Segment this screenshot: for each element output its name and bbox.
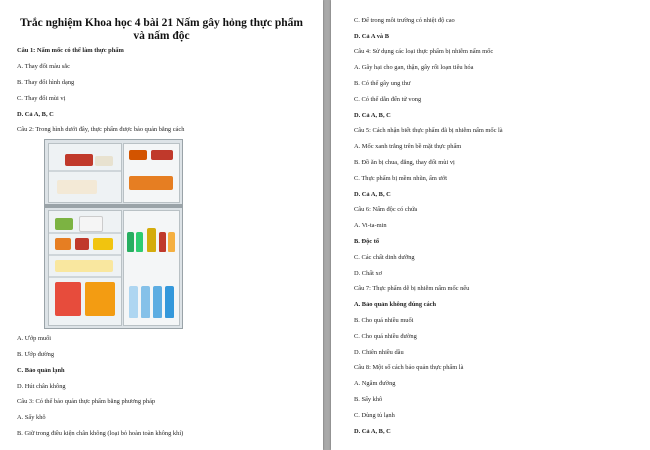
q6-option-d: D. Chất xơ <box>354 270 383 277</box>
q6-option-c: C. Các chất dinh dưỡng <box>354 254 415 261</box>
q8-option-c: C. Dùng tủ lạnh <box>354 412 395 419</box>
q1-option-d: D. Cả A, B, C <box>17 111 54 118</box>
question-5: Câu 5: Cách nhận biết thực phẩm đã bị nhiễm nấm mốc là <box>354 127 503 134</box>
q2-option-c: C. Bảo quản lạnh <box>17 367 65 374</box>
q2-option-a: A. Ướp muối <box>17 335 52 342</box>
q7-option-c: C. Cho quá nhiều đường <box>354 333 417 340</box>
q7-option-d: D. Chiên nhiều dầu <box>354 349 404 356</box>
q5-option-d: D. Cả A, B, C <box>354 191 391 198</box>
q5-option-b: B. Đồ ăn bị chua, đắng, thay đổi mùi vị <box>354 159 455 166</box>
q6-option-b: B. Độc tố <box>354 238 380 245</box>
q8-option-b: B. Sấy khô <box>354 396 383 403</box>
q2-option-d: D. Hút chân không <box>17 383 66 390</box>
question-1: Câu 1: Nấm mốc có thể làm thực phẩm <box>17 47 124 54</box>
document-title-line2: và nấm độc <box>133 30 190 42</box>
question-6: Câu 6: Nấm độc có chứa <box>354 206 418 213</box>
q4-option-c: C. Có thể dẫn đến tử vong <box>354 96 422 103</box>
question-2: Câu 2: Trong hình dưới đây, thực phẩm được bảo quản bằng cách <box>17 126 185 133</box>
q7-option-b: B. Cho quá nhiều muối <box>354 317 414 324</box>
question-4: Câu 4: Sử dụng các loại thực phẩm bị nhiễm nấm mốc <box>354 48 494 55</box>
question-8: Câu 8: Một số cách bảo quản thực phẩm là <box>354 364 464 371</box>
q8-option-a: A. Ngâm đường <box>354 380 396 387</box>
q3-option-c: C. Để trong môi trường có nhiệt độ cao <box>354 17 455 24</box>
q3-option-d: D. Cả A và B <box>354 33 389 40</box>
refrigerator-image <box>44 139 183 329</box>
question-3: Câu 3: Có thể bảo quản thực phẩm bằng phương pháp <box>17 398 156 405</box>
q5-option-a: A. Mốc xanh trắng trên bề mặt thực phẩm <box>354 143 462 150</box>
q3-option-b: B. Giữ trong điều kiện chân không (loại bỏ hoàn toàn không khí) <box>17 430 184 437</box>
q1-option-b: B. Thay đổi hình dạng <box>17 79 75 86</box>
q1-option-a: A. Thay đổi màu sắc <box>17 63 70 70</box>
q3-option-a: A. Sấy khô <box>17 414 46 421</box>
q4-option-d: D. Cả A, B, C <box>354 112 391 119</box>
q8-option-d: D. Cả A, B, C <box>354 428 391 435</box>
q7-option-a: A. Bảo quản không đúng cách <box>354 301 437 308</box>
document-title-line1: Trắc nghiệm Khoa học 4 bài 21 Nấm gây hỏng thực phẩm <box>19 17 304 29</box>
q2-option-b: B. Ướp đường <box>17 351 55 358</box>
q1-option-c: C. Thay đổi mùi vị <box>17 95 66 102</box>
q6-option-a: A. Vi-ta-min <box>354 222 387 229</box>
document-page-left <box>0 0 323 450</box>
q4-option-a: A. Gây hại cho gan, thận, gây rối loạn tiêu hóa <box>354 64 474 71</box>
q5-option-c: C. Thực phẩm bị mềm nhũn, ẩm ướt <box>354 175 448 182</box>
question-7: Câu 7: Thực phẩm dễ bị nhiễm nấm mốc nếu <box>354 285 470 292</box>
document-page-right <box>331 0 650 450</box>
q4-option-b: B. Có thể gây ung thư <box>354 80 411 87</box>
